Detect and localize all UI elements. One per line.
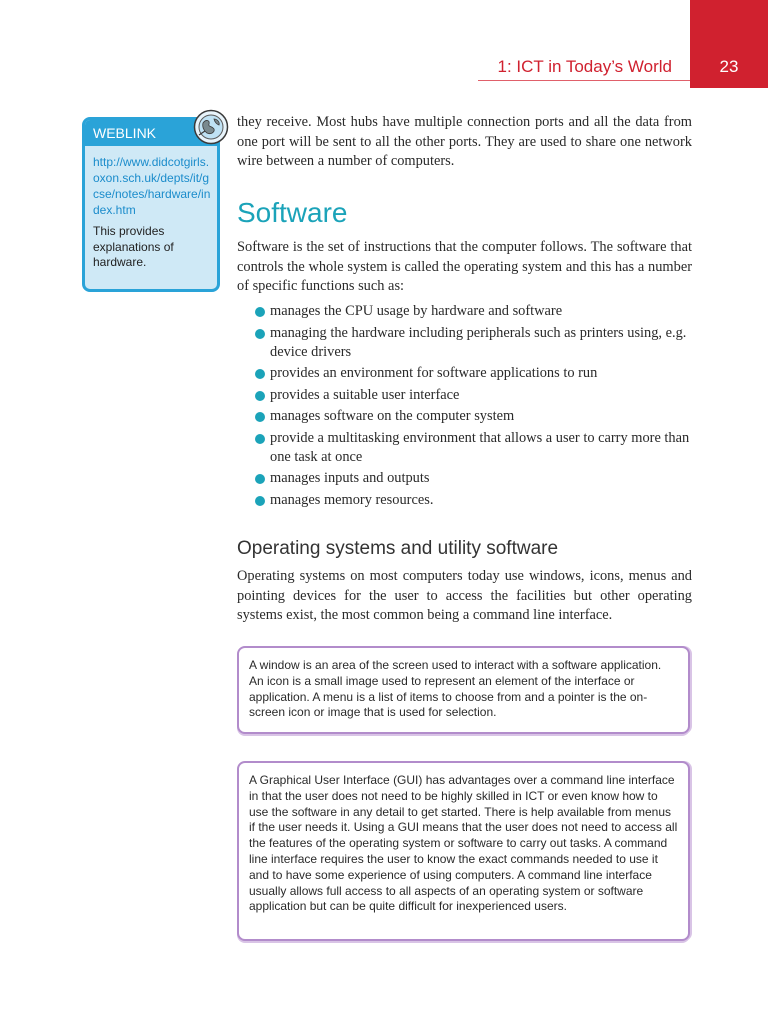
bullet-icon — [255, 329, 265, 339]
bullet-icon — [255, 369, 265, 379]
list-item — [255, 364, 692, 383]
list-item — [255, 386, 692, 405]
intro-paragraph: they receive. Most hubs have multiple connection ports and all the data from one port will be sent to all the other ports. They are used to share one network wire between a number of computers. — [237, 114, 692, 169]
bullet-icon — [255, 474, 265, 484]
weblink-url[interactable]: http://www.didcotgirls.oxon.sch.uk/depts/it/gcse/notes/hardware/index.htm — [93, 155, 211, 217]
list-item — [255, 429, 692, 467]
definition-text: A window is an area of the screen used to interact with a software application. An icon is a small image used to represent an element of the interface or application. A menu is a list of items to choose from and a pointer is the on-screen icon or image that is used for selection. — [249, 658, 662, 720]
weblink-label: WEBLINK — [85, 120, 217, 146]
list-item — [255, 302, 692, 321]
software-paragraph: Software is the set of instructions that the computer follows. The software that controls the whole system is called the operating system and this has a number of specific functions such as: — [237, 239, 692, 294]
page-number: 23 — [719, 57, 739, 76]
function-list — [255, 302, 692, 512]
chapter-title: 1: ICT in Today’s World — [497, 57, 672, 76]
gui-comparison-box — [237, 761, 690, 941]
definition-box — [237, 646, 690, 734]
list-item — [255, 407, 692, 426]
list-item-text: manages the CPU usage by hardware and software — [270, 303, 563, 319]
list-item-text: provides an environment for software applications to run — [270, 365, 598, 381]
os-paragraph: Operating systems on most computers today use windows, icons, menus and pointing devices for the user to access the facilities but other operating systems exist, the most common being a command line interface. — [237, 568, 692, 623]
weblink-description: This provides explanations of hardware. — [93, 224, 174, 269]
bullet-icon — [255, 496, 265, 506]
page-number-tab — [690, 0, 768, 88]
list-item-text: provide a multitasking environment that allows a user to carry more than one task at once — [270, 429, 690, 465]
bullet-icon — [255, 307, 265, 317]
list-item-text: managing the hardware including peripherals such as printers using, e.g. device drivers — [270, 324, 687, 360]
list-item — [255, 324, 692, 362]
list-item-text: manages software on the computer system — [270, 408, 515, 424]
bullet-icon — [255, 412, 265, 422]
globe-icon — [193, 109, 229, 145]
list-item-text: manages memory resources. — [270, 491, 434, 508]
list-item — [255, 491, 692, 510]
list-item-text: manages inputs and outputs — [270, 470, 430, 486]
bullet-icon — [255, 434, 265, 444]
bullet-icon — [255, 391, 265, 401]
list-item-text: provides a suitable user interface — [270, 386, 460, 403]
section-title: Software — [237, 197, 348, 228]
list-item — [255, 469, 692, 488]
subheading: Operating systems and utility software — [237, 538, 559, 559]
header-rule — [478, 80, 690, 81]
gui-comparison-text: A Graphical User Interface (GUI) has advantages over a command line interface in that the user does not need to be highly skilled in ICT or even know how to use the software in any detail to get started. There is help available from menus if the user needs it. Using a GUI means that the user does not need to access all the features of the operating system or software to carry out tasks. A command line interface requires the user to know the exact commands needed to use it and to have some experience of using computers. A command line interface usually allows full access to all aspects of an operating system or software application but can be quite difficult for inexperienced users. — [249, 773, 678, 914]
